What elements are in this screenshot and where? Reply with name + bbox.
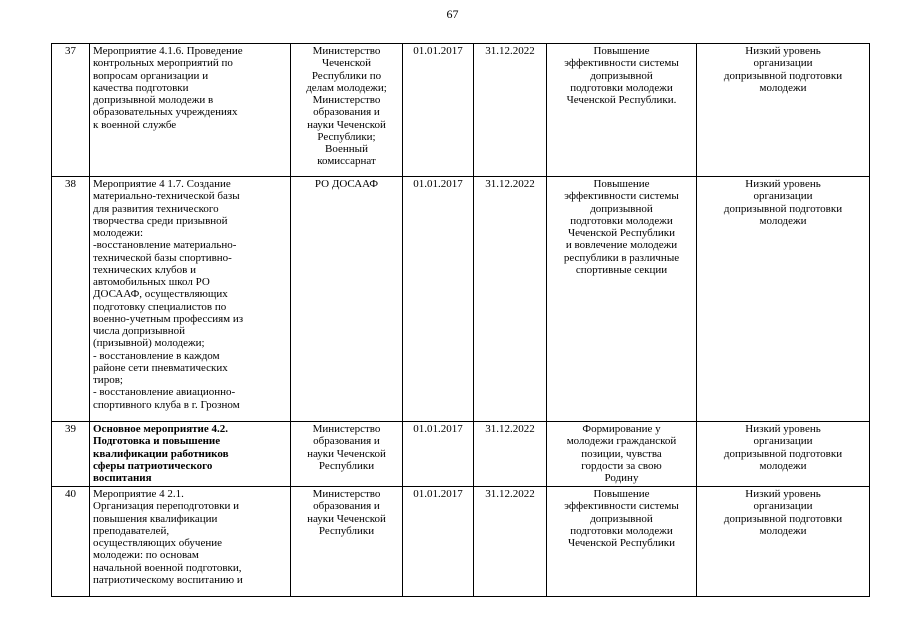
result-cell xyxy=(547,422,697,487)
end-date-cell: 31.12.2022 xyxy=(474,422,547,487)
result-cell-line: подготовки молодежи xyxy=(570,214,673,227)
result-cell-line: Повышение xyxy=(593,178,650,190)
result-cell-line: позиции, чувства xyxy=(581,447,662,460)
consequence-cell-line: Низкий уровень xyxy=(745,45,821,57)
consequence-cell-line: организации xyxy=(753,500,813,513)
activity-cell-line: преподавателей, xyxy=(93,524,170,537)
result-cell-line: Чеченской Республики. xyxy=(566,94,677,106)
executor-cell-line: Министерство xyxy=(312,488,381,500)
result-cell xyxy=(547,44,697,177)
consequence-cell-line: допризывной подготовки xyxy=(723,447,843,460)
result-cell-line: Чеченской Республики xyxy=(567,537,676,549)
result-cell-line: допризывной xyxy=(590,69,653,82)
consequence-cell-line: молодежи xyxy=(759,459,807,472)
result-cell-line: спортивные секции xyxy=(575,263,668,276)
activity-cell-line: для развития технического xyxy=(93,202,219,215)
activity-cell-line: (призывной) молодежи; xyxy=(93,337,205,350)
activity-cell-line: воспитания xyxy=(93,472,152,484)
consequence-cell xyxy=(697,487,870,597)
program-activities-table xyxy=(51,43,870,597)
activity-cell-line: тиров; xyxy=(93,374,123,386)
consequence-cell-line: допризывной подготовки xyxy=(723,69,843,82)
activity-cell-line: числа допризывной xyxy=(93,325,185,337)
executor-cell xyxy=(291,177,403,422)
activity-cell-line: ДОСААФ, осуществляющих xyxy=(93,288,228,301)
activity-cell-line: районе сети пневматических xyxy=(93,361,228,374)
end-date-cell: 31.12.2022 xyxy=(474,44,547,177)
row-number-cell: 37 xyxy=(52,44,90,177)
activity-cell-line: Основное мероприятие 4.2. xyxy=(93,423,229,435)
row-number-cell: 38 xyxy=(52,177,90,422)
executor-cell-line: образования и xyxy=(313,500,380,513)
executor-cell xyxy=(291,487,403,597)
activity-cell-line: квалификации работников xyxy=(93,447,229,460)
result-cell-line: эффективности системы xyxy=(564,190,679,203)
executor-cell-line: образования и xyxy=(313,106,380,119)
activity-cell-line: технических клубов и xyxy=(93,263,196,276)
end-date-cell: 31.12.2022 xyxy=(474,177,547,422)
consequence-cell xyxy=(697,422,870,487)
consequence-cell-line: организации xyxy=(753,190,813,203)
activity-cell-line: подготовку специалистов по xyxy=(93,300,227,313)
activity-cell-line: Мероприятие 4 2.1. xyxy=(93,488,184,500)
activity-cell xyxy=(90,44,291,177)
consequence-cell xyxy=(697,44,870,177)
result-cell-line: молодежи гражданской xyxy=(566,435,677,448)
consequence-cell-line: допризывной подготовки xyxy=(723,202,843,215)
activity-cell-line: военно-учетным профессиям из xyxy=(93,312,244,325)
result-cell-line: Формирование у xyxy=(582,423,661,435)
row-number-cell: 39 xyxy=(52,422,90,487)
executor-cell-line: Чеченской xyxy=(321,57,372,70)
result-cell-line: Родину xyxy=(604,472,639,484)
activity-cell-line: патриотическому воспитанию и xyxy=(93,573,243,586)
activity-cell-line: - восстановление авиационно- xyxy=(93,386,236,399)
consequence-cell-line: Низкий уровень xyxy=(745,178,821,190)
executor-cell-line: Министерство xyxy=(312,94,381,106)
result-cell-line: гордости за свою xyxy=(581,459,662,472)
start-date-cell: 01.01.2017 xyxy=(403,44,474,177)
result-cell-line: эффективности системы xyxy=(564,57,679,70)
consequence-cell-line: Низкий уровень xyxy=(745,488,821,500)
executor-cell xyxy=(291,422,403,487)
activity-cell xyxy=(90,177,291,422)
result-cell-line: допризывной xyxy=(590,512,653,525)
executor-cell-line: РО ДОСААФ xyxy=(314,178,379,190)
result-cell-line: республики в различные xyxy=(563,251,680,264)
executor-cell-line: Министерство xyxy=(312,423,381,435)
activity-cell-line: начальной военной подготовки, xyxy=(93,561,242,574)
executor-cell-line: делам молодежи; xyxy=(306,81,387,94)
result-cell-line: допризывной xyxy=(590,202,653,215)
consequence-cell-line: молодежи xyxy=(759,524,807,537)
activity-cell-line: Подготовка и повышение xyxy=(93,435,221,448)
row-number-cell: 40 xyxy=(52,487,90,597)
result-cell-line: подготовки молодежи xyxy=(570,524,673,537)
start-date-cell: 01.01.2017 xyxy=(403,177,474,422)
activity-cell-line: Организация переподготовки и xyxy=(93,500,240,513)
consequence-cell-line: молодежи xyxy=(759,81,807,94)
executor-cell-line: науки Чеченской xyxy=(307,118,386,131)
activity-cell-line: спортивного клуба в г. Грозном xyxy=(93,398,240,411)
table-row xyxy=(52,44,870,177)
result-cell xyxy=(547,177,697,422)
executor-cell xyxy=(291,44,403,177)
executor-cell-line: Военный xyxy=(325,143,368,155)
activity-cell xyxy=(90,422,291,487)
executor-cell-line: Республики xyxy=(318,524,375,537)
activity-cell-line: автомобильных школ РО xyxy=(93,276,210,288)
activity-cell-line: молодежи: xyxy=(93,227,144,239)
executor-cell-line: Республики по xyxy=(311,69,382,82)
activity-cell-line: образовательных учреждениях xyxy=(93,106,238,119)
end-date-cell: 31.12.2022 xyxy=(474,487,547,597)
activity-cell-line: творчества среди призывной xyxy=(93,214,228,227)
executor-cell-line: образования и xyxy=(313,435,380,448)
activity-cell xyxy=(90,487,291,597)
result-cell-line: и вовлечение молодежи xyxy=(565,239,678,252)
activity-cell-line: - восстановление в каждом xyxy=(93,349,220,362)
activity-cell-line: технической базы спортивно- xyxy=(93,251,232,264)
activity-cell-line: -восстановление материально- xyxy=(93,239,237,252)
result-cell-line: Чеченской Республики xyxy=(567,227,676,239)
activity-cell-line: допризывной молодежи в xyxy=(93,94,214,106)
table-row xyxy=(52,487,870,597)
activity-cell-line: Мероприятие 4.1.6. Проведение xyxy=(93,45,243,57)
consequence-cell-line: молодежи xyxy=(759,214,807,227)
activity-cell-line: осуществляющих обучение xyxy=(93,537,222,549)
executor-cell-line: науки Чеченской xyxy=(307,447,386,460)
consequence-cell-line: организации xyxy=(753,435,813,448)
table-row xyxy=(52,422,870,487)
activity-cell-line: вопросам организации и xyxy=(93,69,209,82)
activity-cell-line: Мероприятие 4 1.7. Создание xyxy=(93,178,231,190)
consequence-cell-line: допризывной подготовки xyxy=(723,512,843,525)
activity-cell-line: к военной службе xyxy=(93,118,177,131)
table-row xyxy=(52,177,870,422)
start-date-cell: 01.01.2017 xyxy=(403,487,474,597)
activity-cell-line: контрольных мероприятий по xyxy=(93,57,233,70)
page-number: 67 xyxy=(446,7,459,21)
result-cell-line: подготовки молодежи xyxy=(570,81,673,94)
executor-cell-line: науки Чеченской xyxy=(307,512,386,525)
executor-cell-line: Республики xyxy=(318,459,375,472)
executor-cell-line: Министерство xyxy=(312,45,381,57)
activity-cell-line: материально-технической базы xyxy=(93,190,240,203)
start-date-cell: 01.01.2017 xyxy=(403,422,474,487)
result-cell-line: Повышение xyxy=(593,488,650,500)
result-cell-line: эффективности системы xyxy=(564,500,679,513)
activity-cell-line: сферы патриотического xyxy=(93,459,213,472)
activity-cell-line: молодежи: по основам xyxy=(93,549,199,562)
consequence-cell xyxy=(697,177,870,422)
consequence-cell-line: Низкий уровень xyxy=(745,423,821,435)
activity-cell-line: качества подготовки xyxy=(93,81,189,94)
consequence-cell-line: организации xyxy=(753,57,813,70)
executor-cell-line: Республики; xyxy=(317,130,376,143)
result-cell xyxy=(547,487,697,597)
activity-cell-line: повышения квалификации xyxy=(93,512,218,525)
result-cell-line: Повышение xyxy=(593,45,650,57)
executor-cell-line: комиссарнат xyxy=(317,155,376,168)
